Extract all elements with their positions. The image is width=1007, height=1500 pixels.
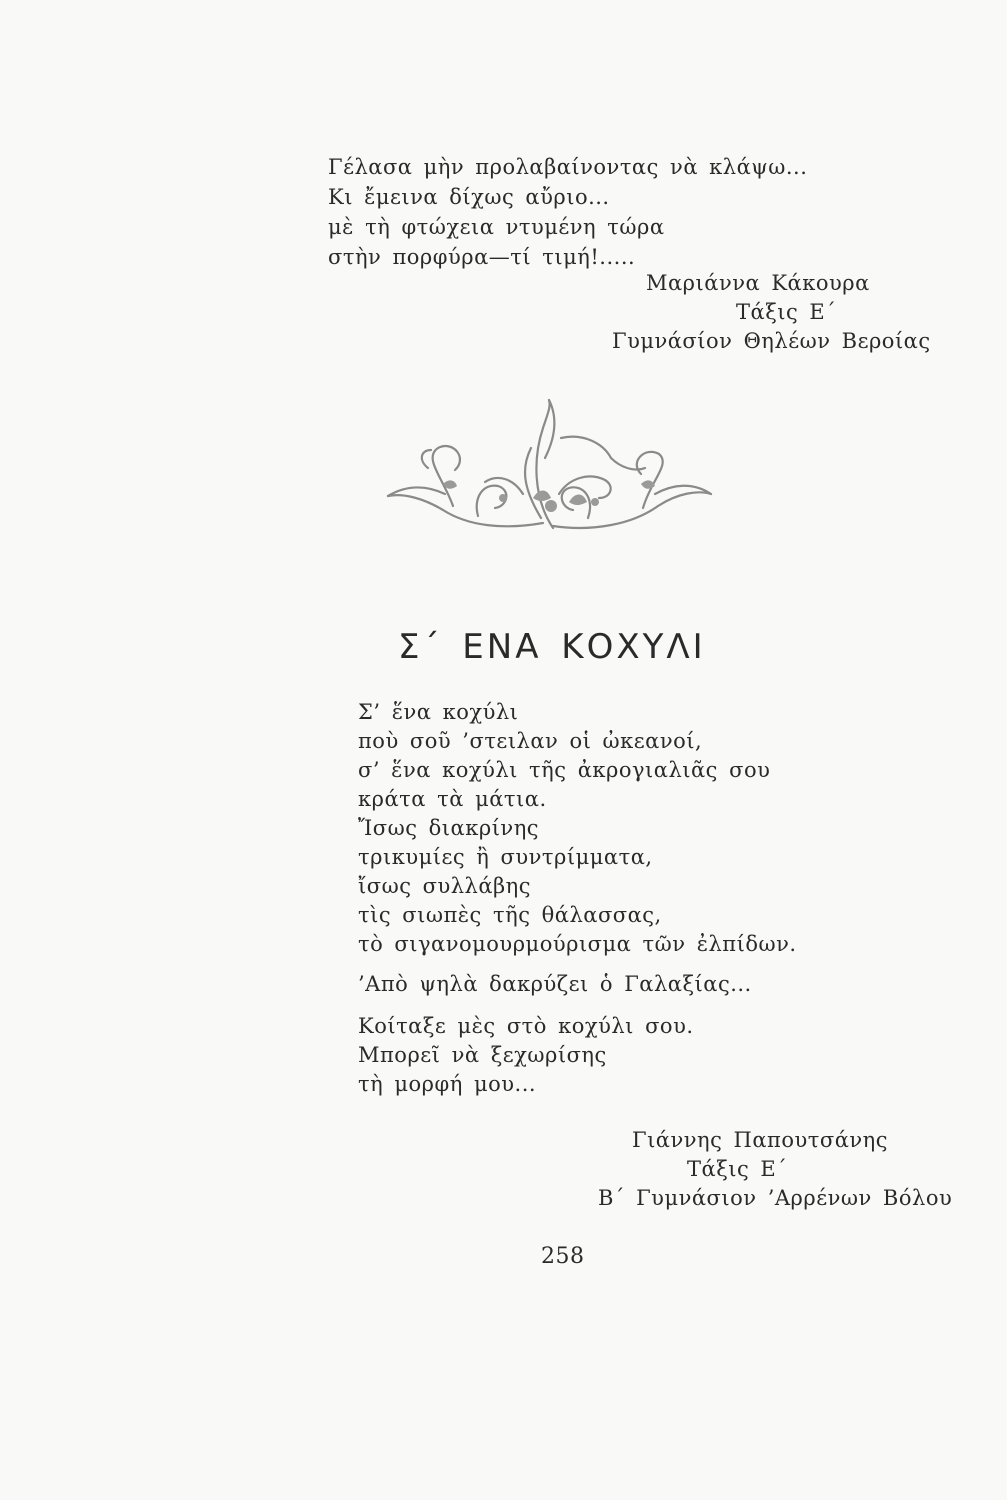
poem-2-author-school: Β΄ Γυμνάσιον ’Αρρένων Βόλου (598, 1186, 953, 1210)
poem-2-line: κράτα τὰ μάτια. (358, 787, 547, 811)
poem-2-line: ’Απὸ ψηλὰ δακρύζει ὁ Γαλαξίας... (358, 972, 752, 996)
poem-2-line: Ἴσως διακρίνης (358, 816, 540, 840)
poem-2-author-class: Τάξις Ε΄ (687, 1157, 788, 1181)
page-number: 258 (541, 1244, 585, 1269)
poem-2-title: Σ΄ ΕΝΑ ΚΟΧΥΛΙ (398, 627, 706, 667)
poem-2-line: Μπορεῖ νὰ ξεχωρίσης (358, 1043, 607, 1067)
poem-2-line: τρικυμίες ἢ συντρίμματα, (358, 845, 653, 869)
poem-1-line: μὲ τὴ φτώχεια ντυμένη τώρα (328, 215, 665, 239)
poem-2-line: τὶς σιωπὲς τῆς θάλασσας, (358, 903, 662, 927)
poem-2-author-name: Γιάννης Παπουτσάνης (632, 1128, 888, 1152)
poem-1-author-class: Τάξις Ε΄ (736, 300, 837, 324)
poem-1-line: στὴν πορφύρα—τί τιμή!..... (328, 245, 636, 269)
poem-1-author-school: Γυμνάσίον Θηλέων Βεροίας (612, 329, 931, 353)
poem-2-line: τὸ σιγανομουρμούρισμα τῶν ἐλπίδων. (358, 932, 797, 956)
poem-2-line: ποὺ σοῦ ’στειλαν οἱ ὠκεανοί, (358, 729, 703, 753)
poem-1-line: Γέλασα μὴν προλαβαίνοντας νὰ κλάψω... (328, 155, 808, 179)
poem-2-line: Σ’ ἕνα κοχύλι (358, 700, 519, 724)
poem-1-author-name: Μαριάννα Κάκουρα (646, 271, 870, 295)
poem-1-line: Κι ἔμεινα δίχως αὔριο... (328, 185, 610, 209)
poem-2-line: Κοίταξε μὲς στὸ κοχύλι σου. (358, 1014, 694, 1038)
poem-2-line: τὴ μορφή μου... (358, 1072, 537, 1096)
poem-2-line: σ’ ἕνα κοχύλι τῆς ἀκρογιαλιᾶς σου (358, 758, 771, 782)
floral-vignette-icon (383, 398, 713, 548)
poem-2-line: ἴσως συλλάβης (358, 874, 532, 898)
